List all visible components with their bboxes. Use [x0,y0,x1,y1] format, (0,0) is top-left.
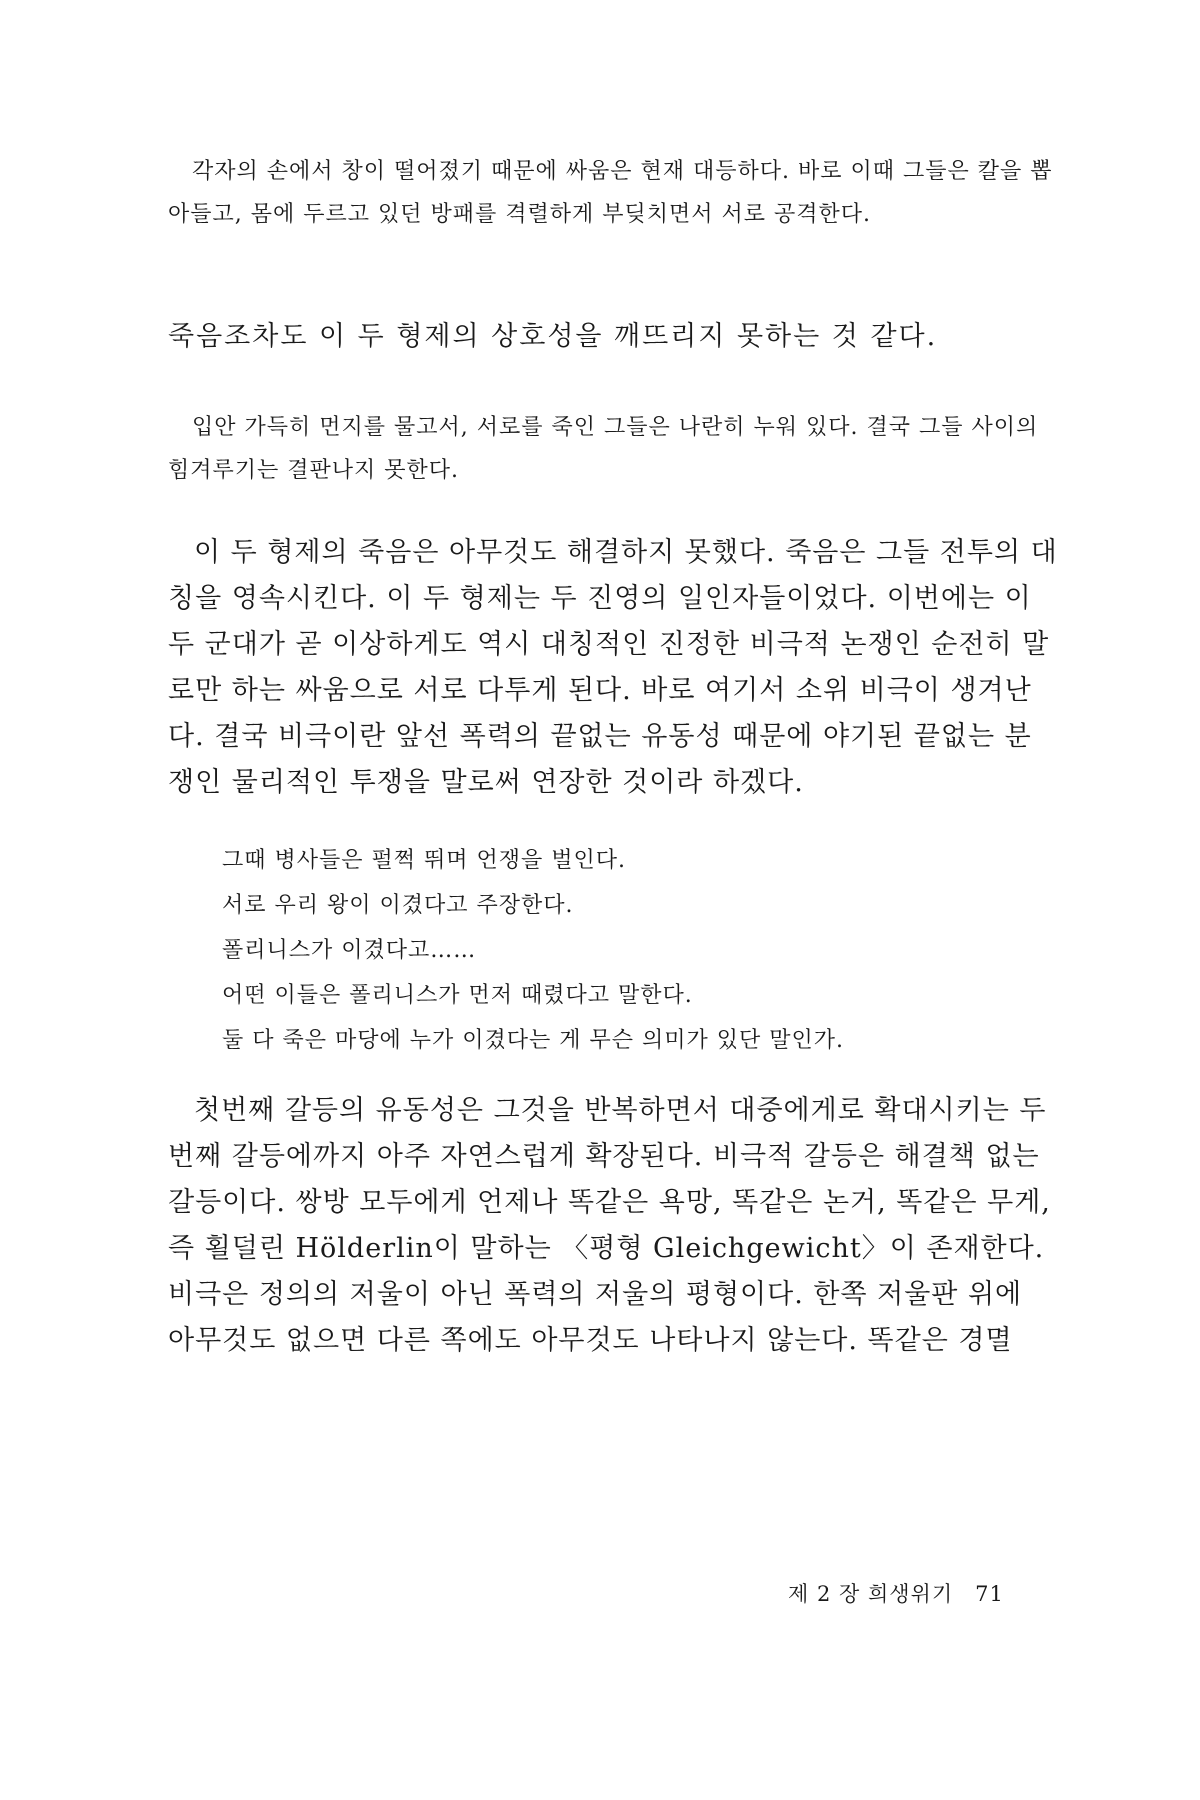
verse-quote [222,838,1022,1063]
verse-line: 그때 병사들은 펄쩍 뛰며 언쟁을 벌인다. [222,848,626,873]
page-footer [788,1578,1004,1608]
running-title: 제 2 장 희생위기 [788,1582,954,1606]
body-paragraph-2: 죽음조차도 이 두 형제의 상호성을 깨뜨리지 못하는 것 같다. [168,321,938,352]
verse-line: 둘 다 죽은 마당에 누가 이겼다는 게 무슨 의미가 있단 말인가. [222,1028,844,1053]
verse-line: 어떤 이들은 폴리니스가 먼저 때렸다고 말한다. [222,983,693,1008]
body-paragraph-5: 첫번째 갈등의 유동성은 그것을 반복하면서 대중에게로 확대시키는 두번째 갈등에까지 아주 자연스럽게 확장된다. 비극적 갈등은 해결책 없는 갈등이다. 쌍방 모두에게 언제나 똑같은 욕망, 똑같은 논거, 똑같은 무게, 즉 횔덜린 Hölderlin이 말하는 〈평형 Gleichgewicht〉이 존재한다. 비극은 정의의 저울이 아닌 폭력의 저울의 평형이다. 한쪽 저울판 위에 아무것도 없으면 다른 쪽에도 아무것도 나타나지 않는다. 똑같은 경멸 [168,1095,1051,1356]
body-paragraph-4: 이 두 형제의 죽음은 아무것도 해결하지 못했다. 죽음은 그들 전투의 대칭을 영속시킨다. 이 두 형제는 두 진영의 일인자들이었다. 이번에는 이 두 군대가 곧 이상하게도 역시 대칭적인 진정한 비극적 논쟁인 순전히 말로만 하는 싸움으로 서로 다투게 된다. 바로 여기서 소위 비극이 생겨난다. 결국 비극이란 앞선 폭력의 끝없는 유동성 때문에 야기된 끝없는 분쟁인 물리적인 투쟁을 말로써 연장한 것이라 하겠다. [168,537,1058,798]
verse-line: 폴리니스가 이겼다고…… [222,938,477,963]
verse-line: 서로 우리 왕이 이겼다고 주장한다. [222,893,574,918]
quote-paragraph-1: 각자의 손에서 창이 떨어졌기 때문에 싸움은 현재 대등하다. 바로 이때 그들은 칼을 뽑아들고, 몸에 두르고 있던 방패를 격렬하게 부딪치면서 서로 공격한다. [168,159,1053,227]
quote-paragraph-3: 입안 가득히 먼지를 물고서, 서로를 죽인 그들은 나란히 누워 있다. 결국 그들 사이의 힘겨루기는 결판나지 못한다. [168,415,1039,483]
page-number: 71 [975,1582,1004,1606]
